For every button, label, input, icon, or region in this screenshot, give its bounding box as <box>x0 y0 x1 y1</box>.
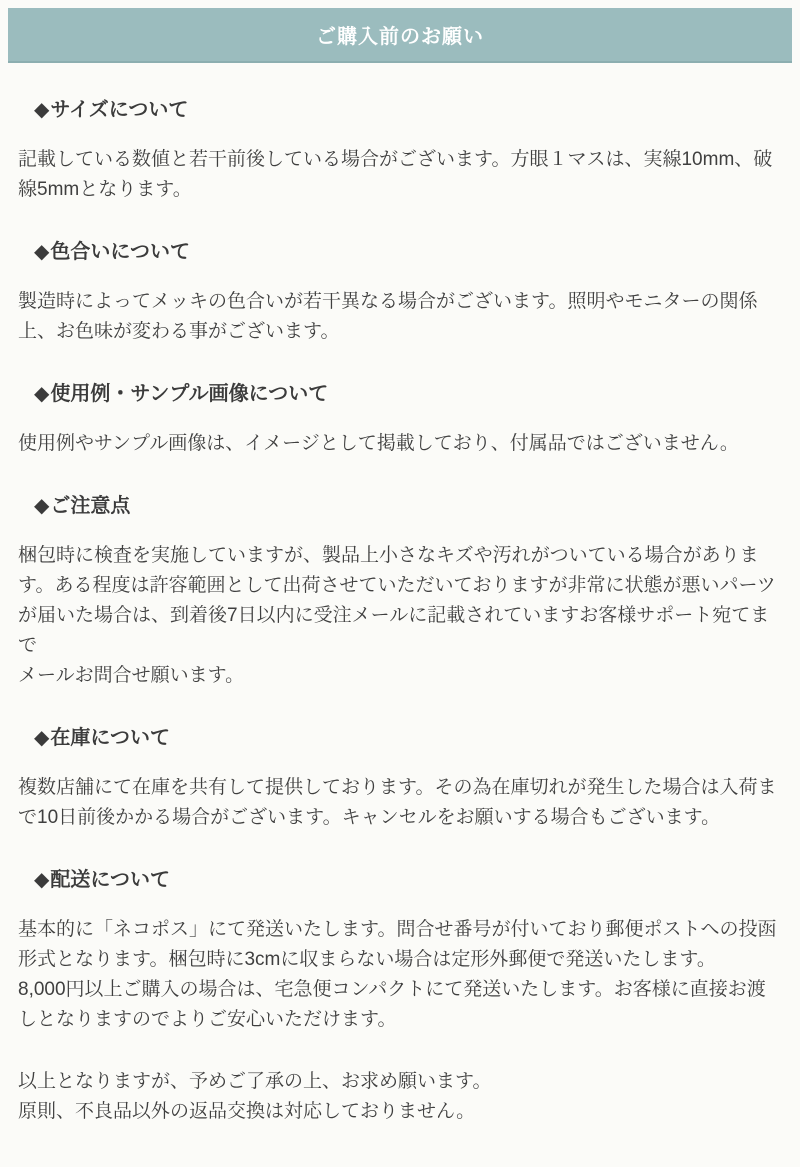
diamond-bullet-icon: ◆ <box>34 727 50 749</box>
section-heading <box>18 865 782 895</box>
section-heading-label: 在庫について <box>50 727 170 749</box>
notice-section <box>18 379 782 459</box>
notice-section <box>18 491 782 691</box>
section-paragraph: 製造時によってメッキの色合いが若干異なる場合がございます。照明やモニターの関係 上、お色味が変わる事がございます。 <box>18 291 758 342</box>
section-heading <box>18 237 782 267</box>
section-heading <box>18 95 782 125</box>
section-heading-label: 使用例・サンプル画像について <box>50 383 329 405</box>
section-paragraph: 記載している数値と若干前後している場合がございます。方眼１マスは、実線10mm、破 線5mmとなります。 <box>18 149 773 200</box>
section-paragraph: 梱包時に検査を実施していますが、製品上小さなキズや汚れがついている場合がありま す。ある程度は許容範囲として出荷させていただいておりますが非常に状態が悪いパーツ が届いた場合は、到着後7日以内に受注メールに記載されていますお客様サポート宛てまで メールお問合せ願います。 <box>18 545 776 686</box>
section-heading-label: ご注意点 <box>50 495 131 517</box>
diamond-bullet-icon: ◆ <box>34 241 50 263</box>
purchase-notice-page <box>0 8 800 1167</box>
notice-header <box>8 8 792 63</box>
section-paragraph: 基本的に「ネコポス」にて発送いたします。問合せ番号が付いており郵便ポストへの投函 形式となります。梱包時に3cmに収まらない場合は定形外郵便で発送いたします。 8,000円以上ご購入の場合は、宅急便コンパクトにて発送いたします。お客様に直接お渡 しとなりますのでよりご安心いただけます。 <box>18 919 777 1030</box>
section-heading <box>18 379 782 409</box>
notice-section <box>18 865 782 1035</box>
section-heading-label: 色合いについて <box>50 241 190 263</box>
notice-body <box>0 95 800 1167</box>
diamond-bullet-icon: ◆ <box>34 869 50 891</box>
section-heading <box>18 491 782 521</box>
section-paragraph: 複数店舗にて在庫を共有して提供しております。その為在庫切れが発生した場合は入荷ま で10日前後かかる場合がございます。キャンセルをお願いする場合もございます。 <box>18 777 777 828</box>
section-heading-label: サイズについて <box>50 99 189 121</box>
diamond-bullet-icon: ◆ <box>34 495 50 517</box>
notice-section <box>18 723 782 833</box>
section-heading <box>18 723 782 753</box>
diamond-bullet-icon: ◆ <box>34 99 50 121</box>
section-heading-label: 配送について <box>50 869 170 891</box>
closing-note: 以上となりますが、予めご了承の上、お求め願います。 原則、不良品以外の返品交換は対応しておりません。 <box>18 1071 492 1122</box>
page-title: ご購入前のお願い <box>316 26 484 48</box>
section-paragraph: 使用例やサンプル画像は、イメージとして掲載しており、付属品ではございません。 <box>18 433 739 454</box>
diamond-bullet-icon: ◆ <box>34 383 50 405</box>
notice-section <box>18 237 782 347</box>
notice-section <box>18 95 782 205</box>
